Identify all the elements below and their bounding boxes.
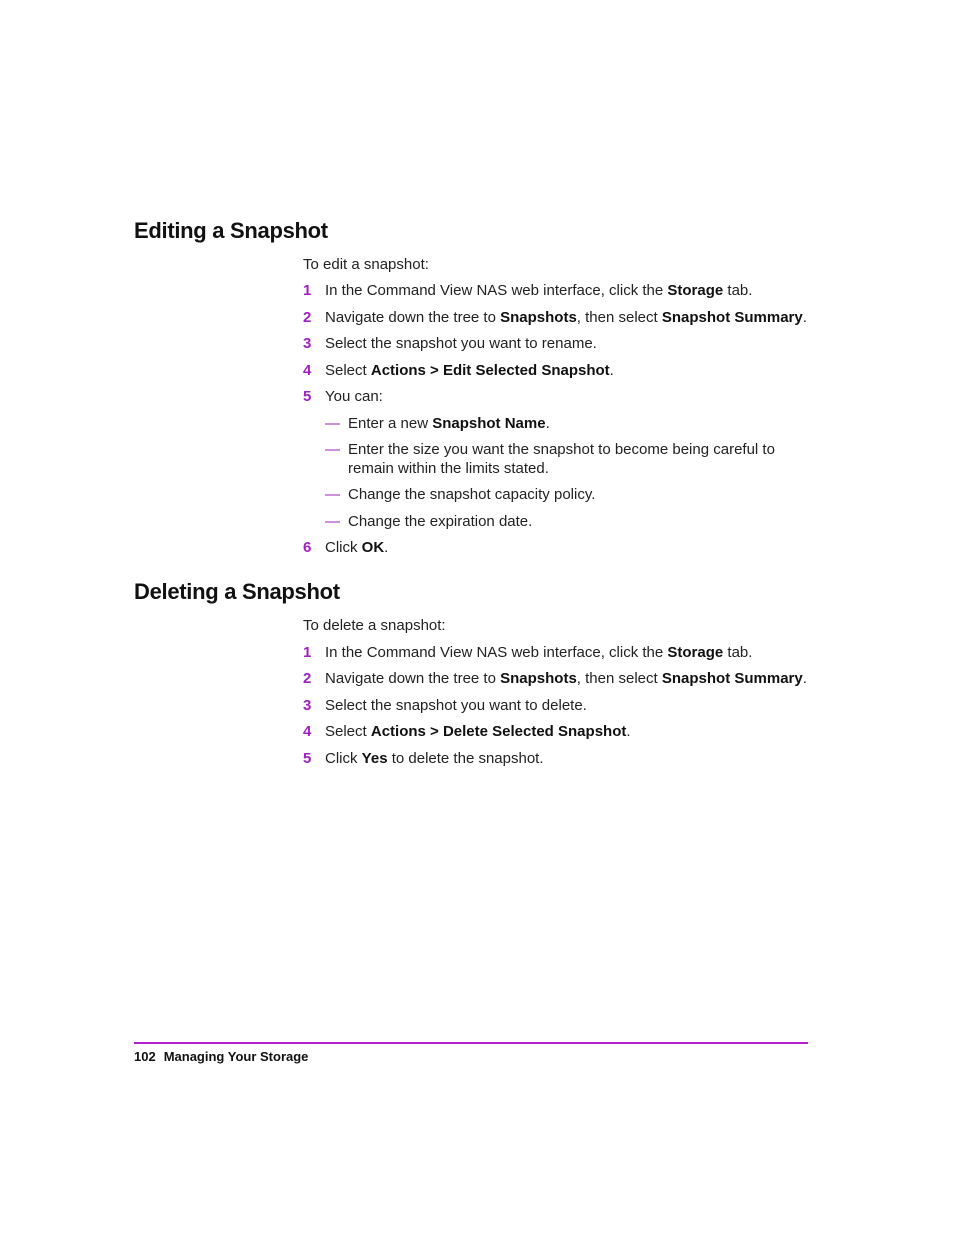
step-number: 5 (303, 388, 312, 405)
sub-item-dash: — (325, 441, 340, 458)
sub-item-dash: — (325, 513, 340, 530)
step-text: In the Command View NAS web interface, click the Storage tab. (325, 644, 753, 661)
sub-item-dash: — (325, 486, 340, 503)
section-heading-editing: Editing a Snapshot (134, 218, 328, 243)
step-text: Select the snapshot you want to delete. (325, 697, 587, 714)
step-number: 4 (303, 362, 312, 379)
footer-rule (134, 1042, 808, 1044)
intro-text-deleting: To delete a snapshot: (303, 617, 446, 634)
step-text: Select Actions > Edit Selected Snapshot. (325, 362, 614, 379)
step-number: 3 (303, 697, 312, 714)
step-text: Click OK. (325, 539, 389, 556)
sub-item-dash: — (325, 415, 340, 432)
page-number: 102 (134, 1049, 156, 1064)
step-text: Select Actions > Delete Selected Snapshot. (325, 723, 631, 740)
step-number: 3 (303, 335, 312, 352)
page-footer (134, 1049, 308, 1064)
sub-item-text: Change the expiration date. (348, 513, 533, 530)
sub-item-text: Change the snapshot capacity policy. (348, 486, 596, 503)
step-text: Select the snapshot you want to rename. (325, 335, 597, 352)
sub-item-text: Enter the size you want the snapshot to become being careful to (348, 441, 775, 458)
step-number: 5 (303, 750, 312, 767)
step-number: 6 (303, 539, 312, 556)
step-text: Click Yes to delete the snapshot. (325, 750, 544, 767)
footer-section-title: Managing Your Storage (163, 1049, 309, 1064)
step-number: 4 (303, 723, 312, 740)
step-text: In the Command View NAS web interface, click the Storage tab. (325, 282, 753, 299)
step-text: You can: (325, 388, 383, 405)
step-text: Navigate down the tree to Snapshots, then select Snapshot Summary. (325, 670, 807, 687)
step-number: 2 (303, 670, 312, 687)
sub-item-text-continued: remain within the limits stated. (348, 460, 549, 477)
section-heading-deleting: Deleting a Snapshot (134, 579, 340, 604)
step-number: 1 (303, 644, 312, 661)
step-text: Navigate down the tree to Snapshots, then select Snapshot Summary. (325, 309, 807, 326)
step-number: 2 (303, 309, 312, 326)
sub-item-text: Enter a new Snapshot Name. (348, 415, 550, 432)
intro-text-editing: To edit a snapshot: (303, 256, 429, 273)
step-number: 1 (303, 282, 312, 299)
